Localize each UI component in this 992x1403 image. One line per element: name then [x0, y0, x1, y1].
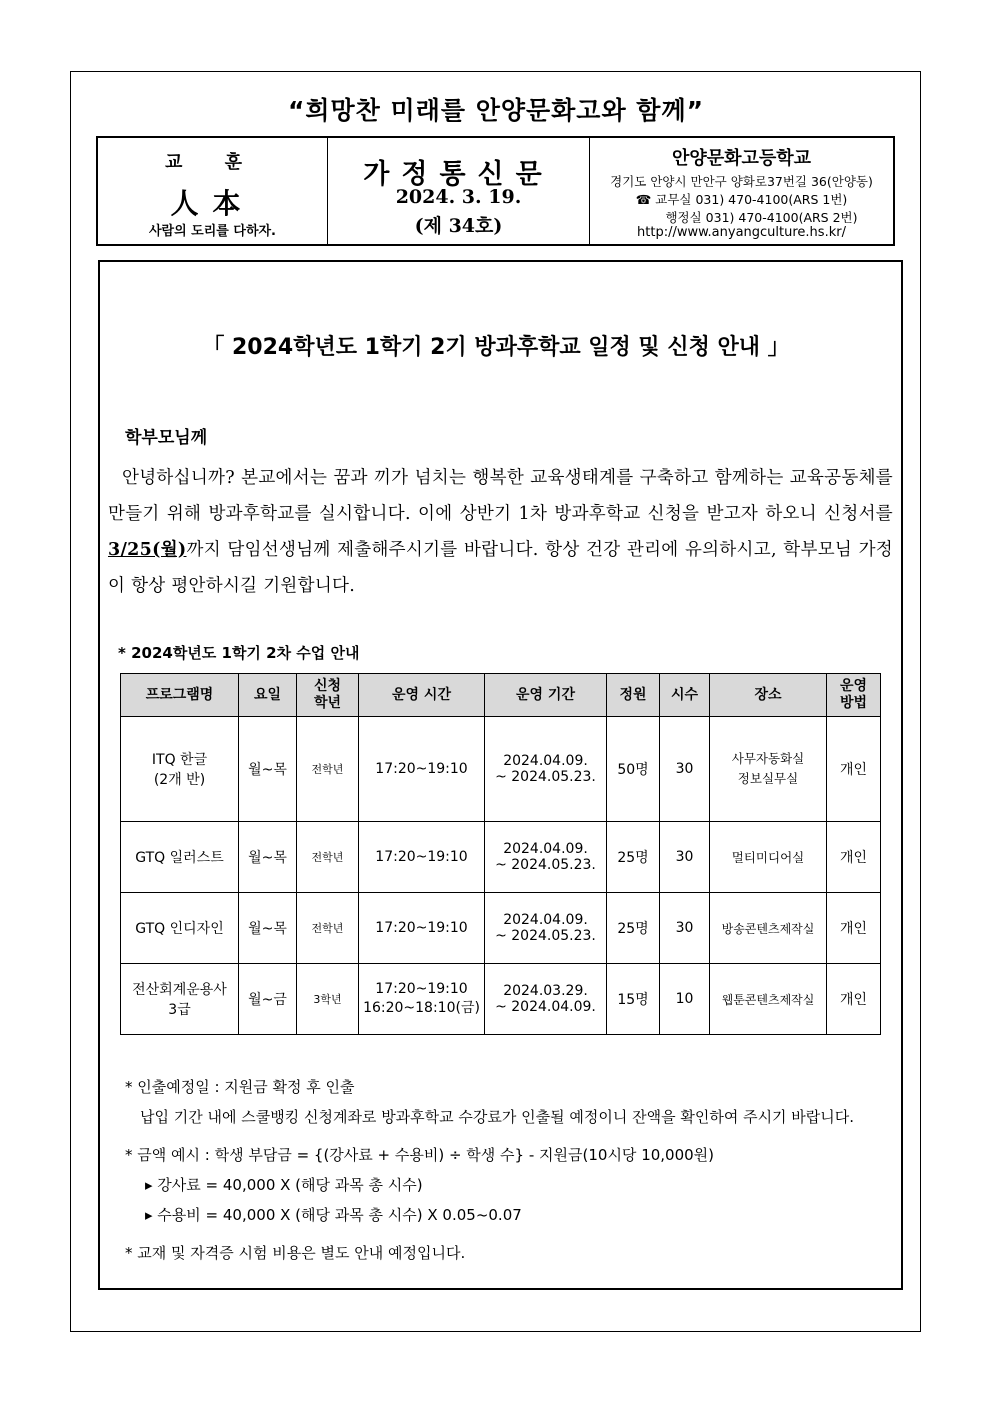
table-cell: 10	[660, 964, 710, 1035]
table-row	[121, 822, 881, 893]
school-tel-admin: 행정실 031) 470-4100(ARS 2번)	[665, 210, 858, 225]
table-cell: 25명	[607, 893, 660, 964]
slogan: “희망찬 미래를 안양문화고와 함께”	[287, 96, 705, 125]
newsletter-title-cell	[328, 138, 590, 244]
table-header: 요일	[239, 674, 297, 717]
table-header: 시수	[660, 674, 710, 717]
table-header: 장소	[710, 674, 827, 717]
document-title: 「 2024학년도 1학기 2기 방과후학교 일정 및 신청 안내 」	[202, 335, 790, 360]
newsletter-issue: (제 34호)	[414, 215, 503, 237]
table-header: 운영 기간	[485, 674, 607, 717]
table-cell: 2024.04.09. ~ 2024.05.23.	[485, 822, 607, 893]
table-cell: 개인	[827, 964, 881, 1035]
note-textbook-cost: * 교재 및 자격증 시험 비용은 별도 안내 예정입니다.	[125, 1244, 466, 1262]
table-cell: 17:20~19:10	[359, 717, 485, 822]
motto: 人本	[170, 187, 255, 220]
table-cell: 2024.03.29. ~ 2024.04.09.	[485, 964, 607, 1035]
table-cell: 30	[660, 893, 710, 964]
school-address: 경기도 안양시 만안구 양화로37번길 36(안양동)	[610, 174, 873, 189]
table-row	[121, 964, 881, 1035]
table-cell: 15명	[607, 964, 660, 1035]
table-cell: 사무자동화실 정보실무실	[710, 717, 827, 822]
newsletter-header	[96, 136, 895, 246]
body-paragraph	[108, 460, 893, 604]
table-header: 운영 시간	[359, 674, 485, 717]
table-cell: GTQ 인디자인	[121, 893, 239, 964]
note-supplies-fee: ▸ 수용비 = 40,000 X (해당 과목 총 시수) X 0.05~0.07	[145, 1206, 522, 1224]
table-cell: 전학년	[297, 717, 359, 822]
school-url[interactable]: http://www.anyangculture.hs.kr/	[637, 225, 846, 240]
table-cell: 30	[660, 822, 710, 893]
table-cell: 2024.04.09. ~ 2024.05.23.	[485, 717, 607, 822]
deadline: 3/25(월)	[108, 540, 187, 560]
table-cell: GTQ 일러스트	[121, 822, 239, 893]
table-header: 프로그램명	[121, 674, 239, 717]
school-info-cell	[590, 138, 893, 244]
note-withdrawal-date: * 인출예정일 : 지원금 확정 후 인출	[125, 1078, 355, 1096]
table-cell: 월~금	[239, 964, 297, 1035]
table-cell: 개인	[827, 893, 881, 964]
table-cell: 17:20~19:10	[359, 893, 485, 964]
table-row	[121, 893, 881, 964]
motto-label: 교 훈	[164, 152, 261, 173]
school-name: 안양문화고등학교	[671, 148, 812, 169]
body-text-part1: 안녕하십니까? 본교에서는 꿈과 끼가 넘치는 행복한 교육생태계를 구축하고 함께하는 교육공동체를 만들기 위해 방과후학교를 실시합니다. 이에 상반기 1차 방과후학교 신청을 받고자 하오니 신청서를	[108, 468, 893, 524]
table-cell: 월~목	[239, 717, 297, 822]
table-cell: 웹툰콘텐츠제작실	[710, 964, 827, 1035]
table-cell: 3학년	[297, 964, 359, 1035]
schedule-table	[120, 673, 881, 1035]
table-header: 신청 학년	[297, 674, 359, 717]
table-cell: 멀티미디어실	[710, 822, 827, 893]
note-withdrawal-detail: 납입 기간 내에 스쿨뱅킹 신청계좌로 방과후학교 수강료가 인출될 예정이니 잔액을 확인하여 주시기 바랍니다.	[140, 1108, 855, 1126]
table-header: 정원	[607, 674, 660, 717]
body-text-part2: 까지 담임선생님께 제출해주시기를 바랍니다. 항상 건강 관리에 유의하시고, 학부모님 가정이 항상 평안하시길 기원합니다.	[108, 540, 893, 596]
table-cell: 전산회계운용사 3급	[121, 964, 239, 1035]
school-tel-office: ☎ 교무실 031) 470-4100(ARS 1번)	[635, 192, 848, 207]
table-cell: 방송콘텐츠제작실	[710, 893, 827, 964]
table-cell: 2024.04.09. ~ 2024.05.23.	[485, 893, 607, 964]
newsletter-date: 2024. 3. 19.	[395, 186, 522, 208]
table-row	[121, 717, 881, 822]
table-cell: 월~목	[239, 822, 297, 893]
table-cell: 월~목	[239, 893, 297, 964]
greeting: 학부모님께	[125, 428, 208, 448]
table-cell: 50명	[607, 717, 660, 822]
section-title: * 2024학년도 1학기 2차 수업 안내	[118, 644, 360, 662]
motto-subtitle: 사람의 도리를 다하자.	[148, 224, 276, 239]
table-cell: 17:20~19:10	[359, 822, 485, 893]
table-header-row	[121, 674, 881, 717]
table-cell: ITQ 한글 (2개 반)	[121, 717, 239, 822]
table-cell: 전학년	[297, 822, 359, 893]
table-cell: 전학년	[297, 893, 359, 964]
note-fee-example: * 금액 예시 : 학생 부담금 = {(강사료 + 수용비) ÷ 학생 수} - 지원금(10시당 10,000원)	[125, 1146, 715, 1164]
note-instructor-fee: ▸ 강사료 = 40,000 X (해당 과목 총 시수)	[145, 1176, 423, 1194]
table-cell: 30	[660, 717, 710, 822]
school-motto-cell	[98, 138, 328, 244]
table-cell: 개인	[827, 822, 881, 893]
table-cell: 17:20~19:10 16:20~18:10(금)	[359, 964, 485, 1035]
notes	[125, 1072, 895, 1268]
table-header: 운영 방법	[827, 674, 881, 717]
table-cell: 25명	[607, 822, 660, 893]
table-cell: 개인	[827, 717, 881, 822]
newsletter-title: 가정통신문	[363, 159, 554, 190]
